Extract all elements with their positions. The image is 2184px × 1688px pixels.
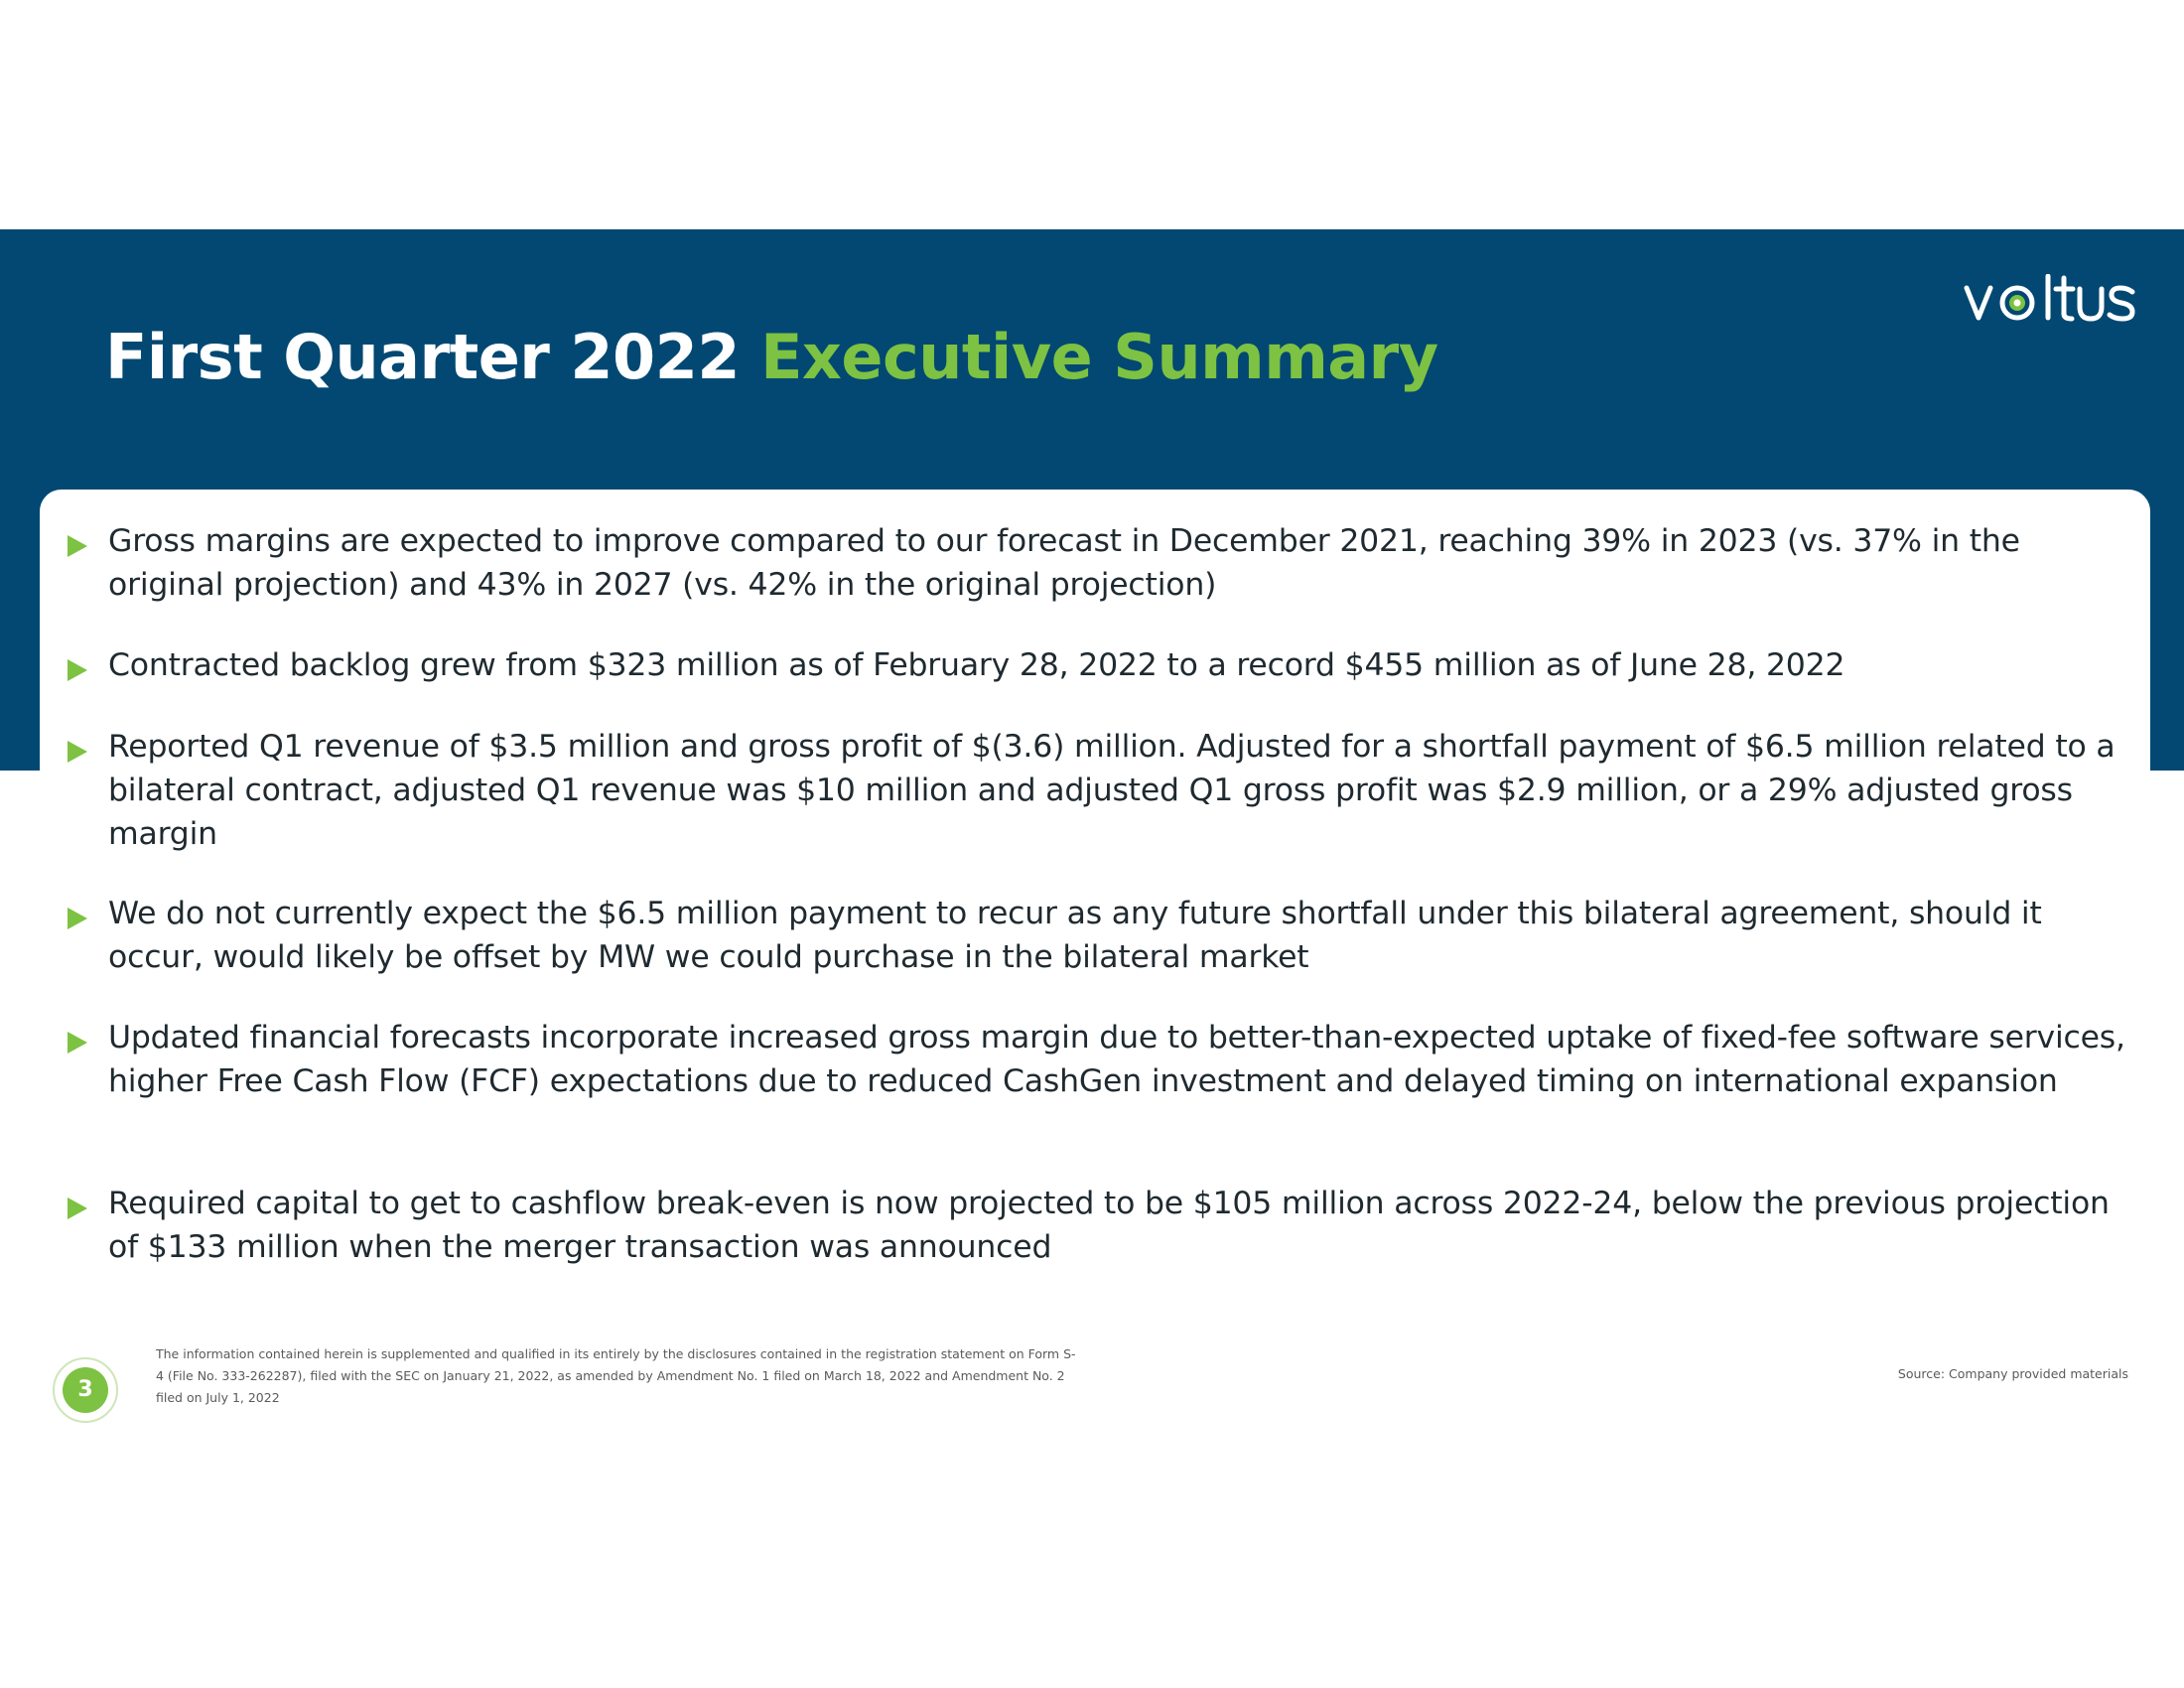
voltus-logo [1964, 274, 2137, 328]
title-part-2: Executive Summary [760, 321, 1438, 393]
page-number-badge [53, 1357, 118, 1423]
footnote: The information contained herein is supplemented and qualified in its entirely by the disclosures contained in the registration statement on Form S-4 (File No. 333-262287), filed with the SEC on January 21, 2022, as amended by Amendment No. 1 filed on March 18, 2022 and Amendment No. 2 filed on July 1, 2022 [156, 1346, 1076, 1405]
title-part-1: First Quarter 2022 [105, 321, 740, 393]
bullet-arrow-icon [68, 741, 87, 763]
bullet-arrow-icon [68, 1032, 87, 1054]
bullet-text: We do not currently expect the $6.5 million payment to recur as any future shortfall under this bilateral agreement, should it occur, would likely be offset by MW we could purchase in the bilateral market [108, 896, 2042, 975]
bullet-text: Contracted backlog grew from $323 million as of February 28, 2022 to a record $455 million as of June 28, 2022 [108, 647, 1845, 683]
logo-text: voltus [1964, 274, 1968, 275]
bullet-arrow-icon [68, 659, 87, 681]
bullet-arrow-icon [68, 908, 87, 929]
content-card [40, 490, 2150, 1363]
bullet-arrow-icon [68, 1197, 87, 1219]
bullet-text: Updated financial forecasts incorporate increased gross margin due to better-than-expected uptake of fixed-fee software services, higher Free Cash Flow (FCF) expectations due to reduced CashGen investment and delayed timing on international expansion [108, 1020, 2125, 1099]
bullet-text: Required capital to get to cashflow break-even is now projected to be $105 million across 2022-24, below the previous projection of $133 million when the merger transaction was announced [108, 1186, 2110, 1265]
bullet-text: Reported Q1 revenue of $3.5 million and gross profit of $(3.6) million. Adjusted for a shortfall payment of $6.5 million related to a bilateral contract, adjusted Q1 revenue was $10 million and adjusted Q1 gross profit was $2.9 million, or a 29% adjusted gross margin [108, 729, 2116, 852]
bullet-arrow-icon [68, 535, 87, 557]
page-number: 3 [63, 1367, 108, 1413]
source-note: Source: Company provided materials [1897, 1366, 2128, 1381]
page-title [105, 320, 1438, 395]
bullet-text: Gross margins are expected to improve compared to our forecast in December 2021, reaching 39% in 2023 (vs. 37% in the original projection) and 43% in 2027 (vs. 42% in the original projection) [108, 523, 2020, 603]
